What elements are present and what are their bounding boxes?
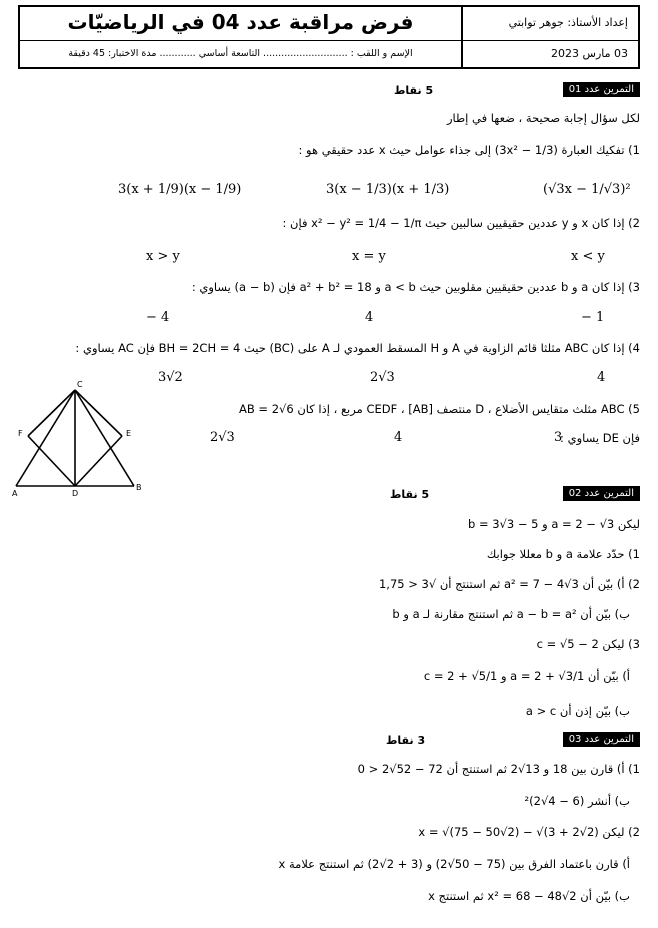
exam-date: 03 مارس 2023 bbox=[551, 47, 628, 60]
ex2-points: 5 نقاط bbox=[390, 488, 430, 501]
figure-label-b: B bbox=[136, 483, 142, 492]
ex1-q2: 2) إذا كان x و y عددين حقيقيين سالبين حيث x² − y² = 1/4 − 1/π فإن : bbox=[282, 216, 640, 230]
figure-segment-bc bbox=[75, 390, 134, 486]
figure-label-e: E bbox=[126, 429, 132, 438]
ex2-q1: 1) حدّد علامة a و b معللا جوابك bbox=[486, 547, 640, 561]
figure-segment-fd bbox=[28, 436, 75, 486]
ex1-q5-line1: 5) ABC مثلث متقايس الأضلاع ، D منتصف [AB] ، CEDF مربع ، إذا كان AB = 2√6 bbox=[239, 402, 640, 416]
header-top-row bbox=[20, 7, 638, 41]
exam-title: فرض مراقبة عدد 04 في الرياضيّات bbox=[67, 10, 414, 34]
ex3-q2a: أ) قارن باعتماد الفرق بين (75 − 50√2) و (3 + 2√2) ثم استنتج علامة x bbox=[278, 857, 630, 871]
student-info-line: الإسم و اللقب : ............................ التاسعة أساسي ............ مدة الاختبار: 45 دقيقة bbox=[68, 48, 413, 59]
ex2-given: ليكن a = 2 − √3 و b = 3√3 − 5 bbox=[467, 517, 640, 531]
header-bottom-row bbox=[20, 40, 638, 67]
figure-label-d: D bbox=[72, 489, 79, 498]
ex1-q1: 1) تفكيك العبارة (3x² − 1/3) إلى جذاء عوامل حيث x عدد حقيقي هو : bbox=[298, 143, 640, 157]
ex2-heading: التمرين عدد 02 bbox=[563, 486, 640, 501]
ex1-points: 5 نقاط bbox=[394, 84, 434, 97]
ex1-q2-option-3: x < y bbox=[571, 249, 605, 264]
ex1-q5-option-1: 2√3 bbox=[210, 430, 235, 445]
ex1-q4-option-2: 2√3 bbox=[370, 370, 395, 385]
figure-label-f: F bbox=[18, 429, 23, 438]
exam-header bbox=[18, 5, 640, 69]
ex1-q1-option-1: 3(x + 1/9)(x − 1/9) bbox=[118, 182, 242, 197]
header-divider bbox=[461, 7, 463, 67]
ex2-q3b: ب) بيّن إذن أن a > c bbox=[525, 704, 630, 718]
ex1-q1-option-3: (√3x − 1/√3)² bbox=[543, 182, 631, 197]
ex1-q5-line2: فإن DE يساوي : bbox=[560, 431, 640, 445]
triangle-square-figure bbox=[10, 378, 150, 498]
figure-label-c: C bbox=[77, 380, 83, 389]
ex2-q3: 3) ليكن c = √5 − 2 bbox=[536, 637, 640, 651]
ex1-q3-option-1: − 4 bbox=[146, 310, 170, 325]
ex1-q4-option-3: 4 bbox=[597, 370, 606, 385]
ex1-q4-option-1: 3√2 bbox=[158, 370, 183, 385]
ex1-q2-option-2: x = y bbox=[352, 249, 386, 264]
ex1-q3: 3) إذا كان a و b عددين حقيقيين مقلوبين حيث a < b و a² + b² = 18 فإن (a − b) يساوي : bbox=[191, 280, 640, 294]
ex1-heading: التمرين عدد 01 bbox=[563, 82, 640, 97]
figure-segment-ac bbox=[16, 390, 75, 486]
ex1-instruction: لكل سؤال إجابة صحيحة ، ضعها في إطار bbox=[446, 111, 640, 125]
ex3-points: 3 نقاط bbox=[386, 734, 426, 747]
ex2-q2b: ب) بيّن أن a − b = a² ثم استنتج مقارنة لـ a و b bbox=[392, 607, 630, 621]
ex1-q4: 4) إذا كان ABC مثلثا قائم الزاوية في A و H المسقط العمودي لـ A على (BC) حيث BH = 2CH = 4 فإن AC يساوي : bbox=[75, 341, 640, 355]
ex1-q1-option-2: 3(x − 1/3)(x + 1/3) bbox=[326, 182, 450, 197]
ex3-q1a: 1) أ) قارن بين 18 و 13√2 ثم استنتج أن 72 − 52√2 < 0 bbox=[357, 762, 640, 776]
ex2-q2a: 2) أ) بيّن أن a² = 7 − 4√3 ثم استنتج أن √3 < 1,75 bbox=[378, 577, 640, 591]
ex1-q2-option-1: x > y bbox=[146, 249, 180, 264]
ex3-q2b: ب) بيّن أن x² = 68 − 48√2 ثم استنتج x bbox=[428, 889, 630, 903]
ex1-q3-option-2: 4 bbox=[365, 310, 374, 325]
ex1-q5-option-3: 3 bbox=[554, 430, 563, 445]
ex1-q3-option-3: − 1 bbox=[581, 310, 605, 325]
ex3-q1b: ب) أنشر (6 − 4√2)² bbox=[524, 794, 630, 808]
ex3-q2: 2) ليكن x = √(75 − 50√2) − √(3 + 2√2) bbox=[418, 825, 640, 839]
figure-label-a: A bbox=[12, 489, 18, 498]
teacher-name: إعداد الأستاذ: جوهر توابتي bbox=[508, 16, 628, 29]
figure-segment-ed bbox=[75, 436, 122, 486]
ex3-heading: التمرين عدد 03 bbox=[563, 732, 640, 747]
ex1-q5-option-2: 4 bbox=[394, 430, 403, 445]
ex2-q3a: أ) بيّن أن 1/a = 2 + √3 و 1/c = 2 + √5 bbox=[423, 669, 630, 683]
